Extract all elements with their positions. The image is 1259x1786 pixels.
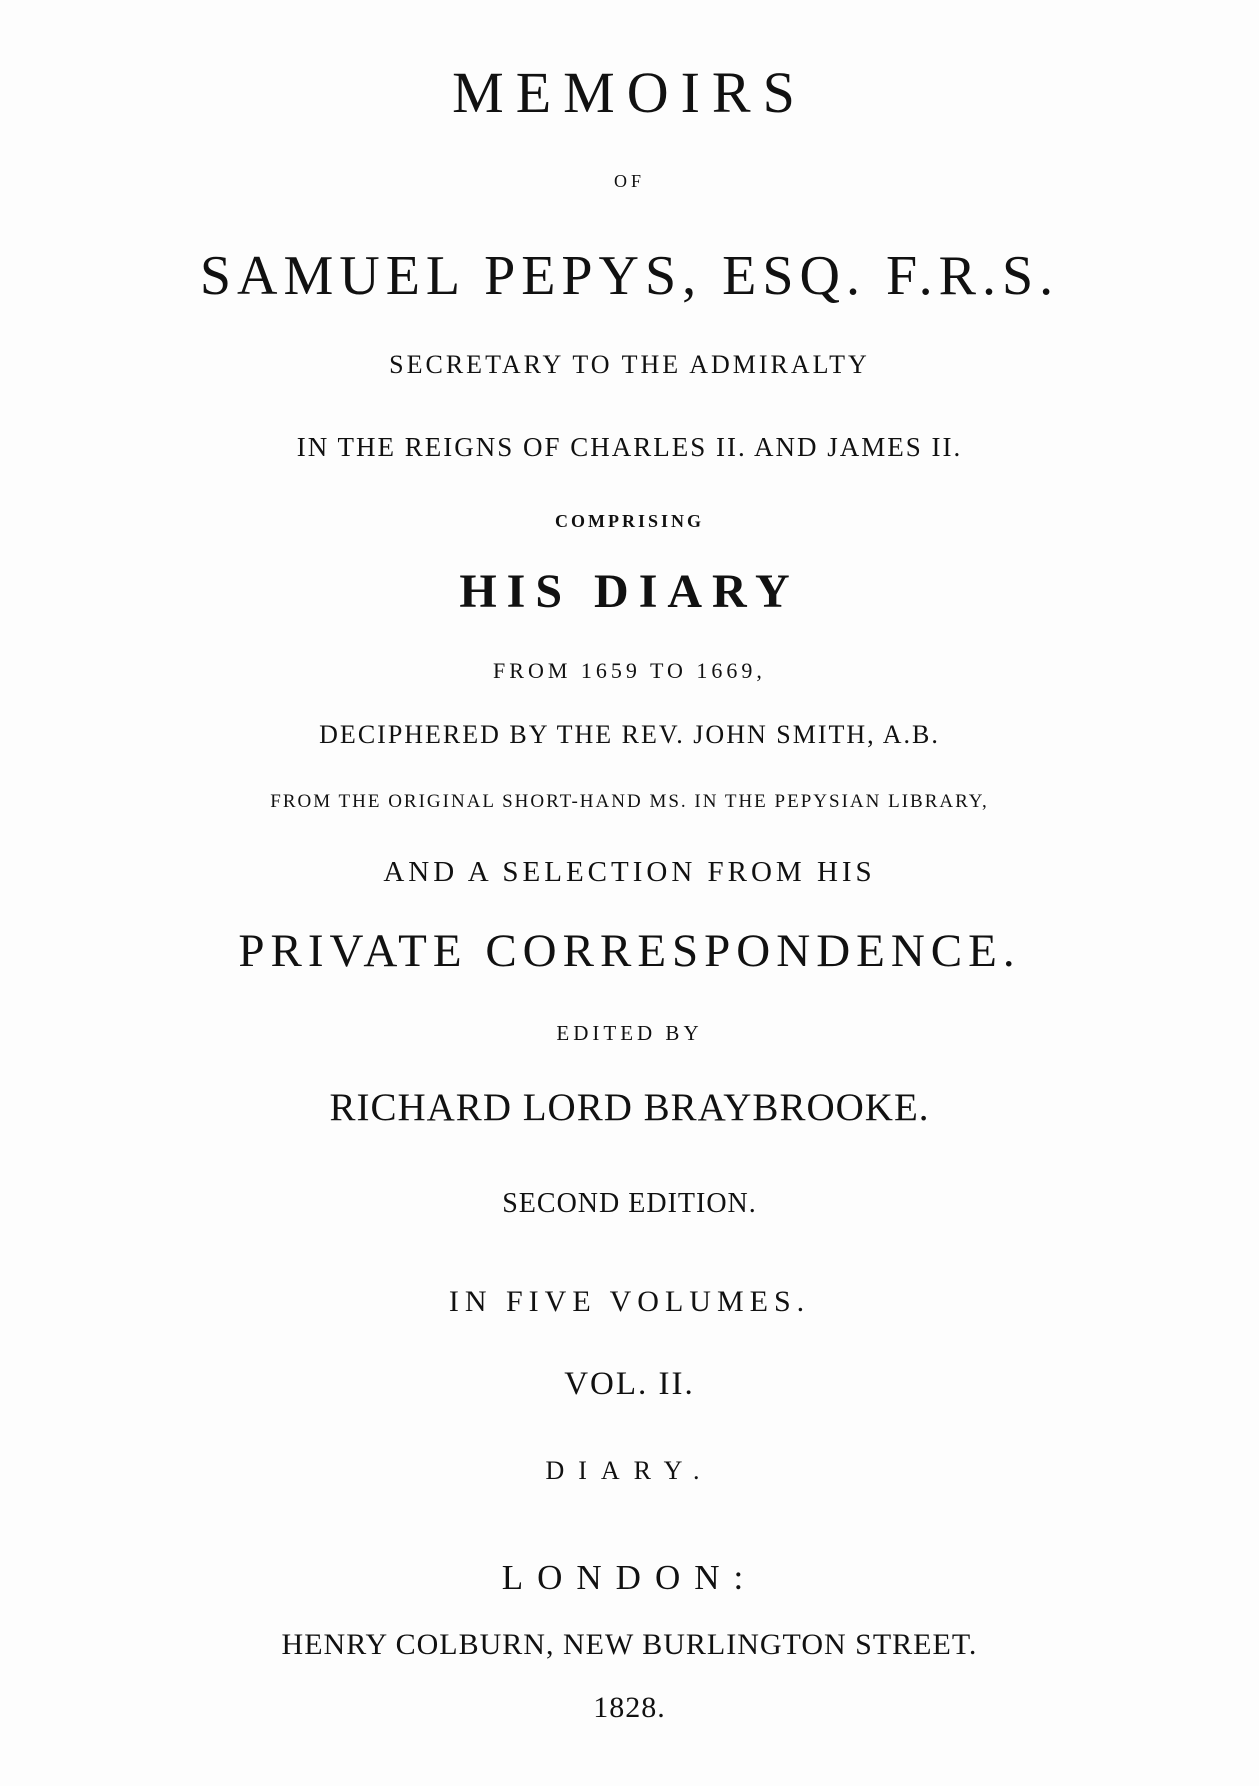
subtitle-correspondence: PRIVATE CORRESPONDENCE. (238, 925, 1021, 977)
author-name: SAMUEL PEPYS, ESQ. F.R.S. (199, 245, 1060, 307)
volume-number: VOL. II. (564, 1366, 695, 1402)
volume-count: IN FIVE VOLUMES. (448, 1285, 811, 1318)
diary-date-range: FROM 1659 TO 1669, (493, 658, 766, 683)
publisher-name: HENRY COLBURN, NEW BURLINGTON STREET. (281, 1628, 978, 1661)
editor-name: RICHARD LORD BRAYBROOKE. (329, 1086, 930, 1129)
selection-line: AND A SELECTION FROM HIS (383, 856, 876, 888)
publication-year: 1828. (593, 1691, 666, 1724)
author-position: SECRETARY TO THE ADMIRALTY (389, 350, 870, 379)
edited-by-label: EDITED BY (556, 1021, 703, 1045)
author-reigns: IN THE REIGNS OF CHARLES II. AND JAMES II. (296, 432, 963, 462)
volume-subject: DIARY. (545, 1456, 714, 1485)
comprising-label: COMPRISING (554, 511, 704, 531)
title-connector-of: OF (613, 171, 645, 191)
edition-statement: SECOND EDITION. (502, 1188, 757, 1219)
manuscript-source: FROM THE ORIGINAL SHORT-HAND MS. IN THE PEPYSIAN LIBRARY, (270, 791, 989, 812)
book-title: MEMOIRS (452, 60, 807, 125)
subtitle-his-diary: HIS DIARY (459, 565, 800, 618)
decipherer-credit: DECIPHERED BY THE REV. JOHN SMITH, A.B. (319, 720, 940, 749)
publication-place: LONDON: (501, 1558, 758, 1597)
